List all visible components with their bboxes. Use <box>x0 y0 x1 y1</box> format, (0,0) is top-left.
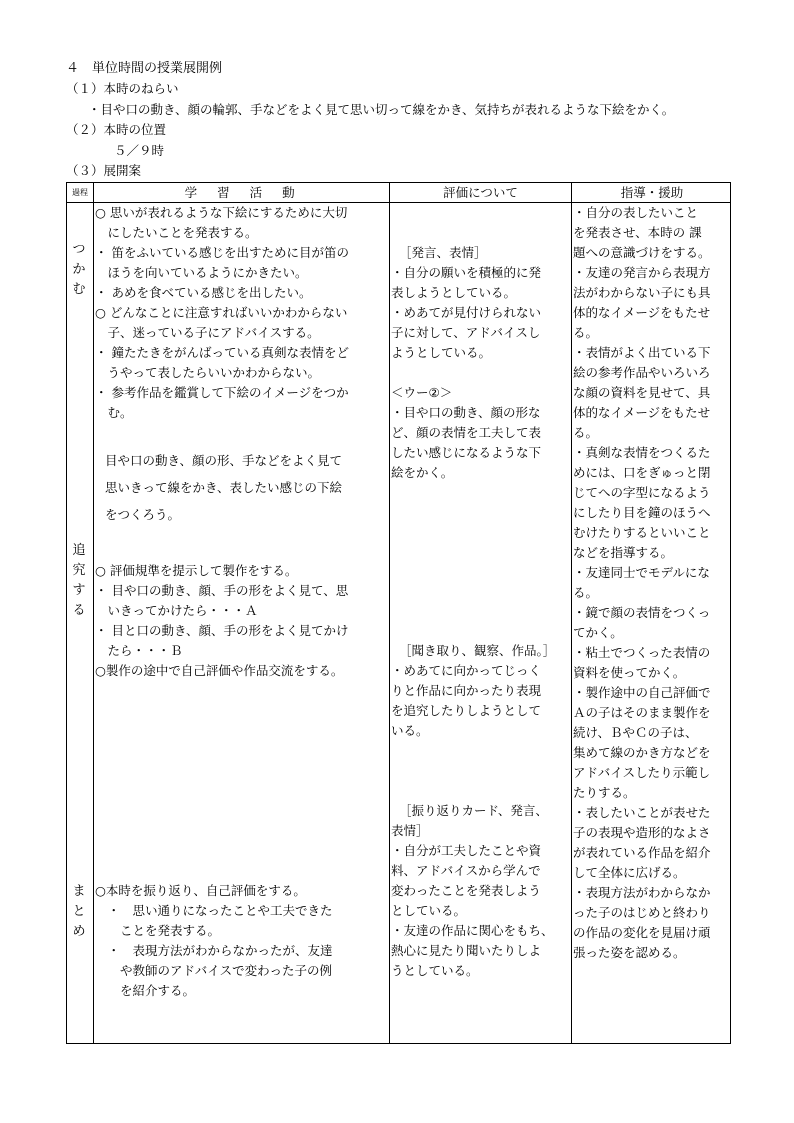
position-text: ５／９時 <box>114 143 165 158</box>
guidance-line: 体的なイメージをもたせ <box>573 405 711 420</box>
activity-line: ことを発表する。 <box>95 923 221 938</box>
guidance-line: にしたり目を鐘のほうへ <box>573 505 711 520</box>
stage-char: つ <box>72 242 86 257</box>
stage-char: む <box>72 282 86 297</box>
stage-char: ま <box>72 884 86 899</box>
guidance-line: 体的なイメージをもたせ <box>573 305 711 320</box>
stage-char: か <box>72 262 86 277</box>
guidance-line: ・表したいことが表せた <box>573 805 711 820</box>
guidance-line: ・表現方法がわからなか <box>573 885 711 900</box>
eval-line: りと作品に向かったり表現 <box>391 683 542 698</box>
eval-line: 熱心に見たり聞いたりしよ <box>391 943 542 958</box>
column-divider <box>93 183 94 1043</box>
activity-line: ○ 思いが表れるような下絵にするために大切 <box>95 205 348 220</box>
guidance-line: 題への意識づけをする。 <box>573 245 711 260</box>
stage-tsukamu <box>71 240 87 300</box>
eval-line: ・自分の願いを積極的に発 <box>391 265 542 280</box>
guidance-line: 資料を使ってかく。 <box>573 665 686 680</box>
activity-line: ・ 参考作品を鑑賞して下絵のイメージをつか <box>95 385 349 400</box>
header-activity: 学 習 活 動 <box>184 185 299 200</box>
activity-line: ・ 鐘たたきをがんばっている真剣な表情をど <box>95 345 349 360</box>
section-title: ４ 単位時間の授業展開例 <box>66 61 223 76</box>
guidance-line: な顔の資料を見せて、具 <box>573 385 711 400</box>
eval-line: ・目や口の動き、顔の形な <box>391 405 541 420</box>
activity-line: ・ 笛をふいている感じを出すために目が笛の <box>95 245 349 260</box>
goal-line: 思いきって線をかき、表したい感じの下絵 <box>105 480 343 495</box>
activity-line: ・ 思い通りになったことや工夫できた <box>95 903 333 918</box>
activity-line: ○ 評価規準を提示して製作をする。 <box>95 563 298 578</box>
header-stage: 過程 <box>72 188 88 197</box>
eval-line: 表しようとしている。 <box>391 285 517 300</box>
stage-tsuikyu <box>71 541 87 621</box>
lesson-goal <box>105 447 342 528</box>
guidance-line: ・友達同士でモデルにな <box>573 565 710 580</box>
activity-line: ○ どんなことに注意すればいいかわからない <box>95 305 348 320</box>
stage-char: る <box>72 603 86 618</box>
eval-line: としている。 <box>391 903 467 918</box>
guidance-line: ・鏡で顔の表情をつくっ <box>573 605 711 620</box>
header-guidance: 指導・援助 <box>620 185 684 200</box>
plan-heading: （３）展開案 <box>66 163 142 178</box>
activity-line: や教師のアドバイスで変わった子の例 <box>95 963 333 978</box>
activity-line: ・ 目と口の動き、顔、手の形をよく見てかけ <box>95 623 349 638</box>
guidance-line: などを指導する。 <box>573 545 674 560</box>
stage-char: め <box>72 924 86 939</box>
column-divider <box>571 183 572 1043</box>
stage-char: 究 <box>72 563 86 578</box>
guidance-line: てかく。 <box>573 625 623 640</box>
guidance-line: めには、口をぎゅっと閉 <box>573 465 711 480</box>
position-heading: （２）本時の位置 <box>66 122 167 137</box>
guidance-line: むけたりするといいこと <box>573 525 711 540</box>
stage-char: す <box>72 583 86 598</box>
guidance-line: 張った姿を認める。 <box>573 945 686 960</box>
activity-line: にしたいことを発表する。 <box>95 225 258 240</box>
guidance-line: ・製作途中の自己評価で <box>573 685 711 700</box>
eval-line: ど、顔の表情を工夫して表 <box>391 425 542 440</box>
guidance-line: の作品の変化を見届け頑 <box>573 925 711 940</box>
activity-line: たら・・・Ｂ <box>95 643 183 658</box>
guidance-line: して全体に広げる。 <box>573 865 686 880</box>
eval-line: ようとしている。 <box>391 345 492 360</box>
stage-char: 追 <box>72 543 86 558</box>
activity-line: ・ 表現方法がわからなかったが、友達 <box>95 943 333 958</box>
eval-line: ・めあてに向かってじっく <box>391 663 542 678</box>
eval-line: いる。 <box>391 723 429 738</box>
column-divider <box>389 183 390 1043</box>
guidance-line: Ａの子はそのまま製作を <box>573 705 711 720</box>
eval-line: ・自分が工夫したことや資 <box>391 843 542 858</box>
activity-line: いきってかけたら・・・Ａ <box>95 603 258 618</box>
activity-line: ・ あめを食べている感じを出したい。 <box>95 285 312 300</box>
guidance-line: たりする。 <box>573 785 636 800</box>
goal-line: をつくろう。 <box>105 507 181 522</box>
eval-line: うとしている。 <box>391 963 479 978</box>
eval-line: 絵をかく。 <box>391 465 454 480</box>
guidance-line: る。 <box>573 585 599 600</box>
guidance-line: る。 <box>573 325 599 340</box>
eval-line: ［振り返りカード、発言、 <box>399 803 548 818</box>
activity-line: うやって表したらいいかわからない。 <box>95 365 321 380</box>
guidance-line: 続け、ＢやＣの子は、 <box>573 725 698 740</box>
eval-line: したい感じになるような下 <box>391 445 542 460</box>
eval-line: 子に対して、アドバイスし <box>391 325 541 340</box>
guidance-line: ・自分の表したいこと <box>573 205 699 220</box>
activity-line: ○本時を振り返り、自己評価をする。 <box>95 883 306 898</box>
guidance-line: 法がわからない子にも具 <box>573 285 711 300</box>
guidance-line: る。 <box>573 425 599 440</box>
guidance-line: ・表情がよく出ている下 <box>573 345 711 360</box>
eval-line: ［発言、表情］ <box>399 245 487 260</box>
eval-line: を追究したりしようとして <box>391 703 542 718</box>
guidance-line: った子のはじめと終わり <box>573 905 711 920</box>
guidance-line: ・真剣な表情をつくるた <box>573 445 711 460</box>
eval-line: ・友達の作品に関心をもち、 <box>391 923 554 938</box>
eval-line: 変わったことを発表しよう <box>391 883 541 898</box>
eval-line: ・めあてが見付けられない <box>391 305 542 320</box>
guidance-line: を発表させ、本時の 課 <box>573 225 702 240</box>
guidance-line: ・友達の発言から表現方 <box>573 265 711 280</box>
stage-matome <box>71 882 87 942</box>
lesson-plan-table <box>66 182 731 1044</box>
aim-text: ・目や口の動き、顔の輪郭、手などをよく見て思い切って線をかき、気持ちが表れるような下絵をかく。 <box>88 102 675 117</box>
activity-line: ほうを向いているようにかきたい。 <box>95 265 308 280</box>
guidance-line: が表れている作品を紹介 <box>573 845 711 860</box>
activity-line: を紹介する。 <box>95 983 196 998</box>
stage-char: と <box>72 904 86 919</box>
activity-line: ○製作の途中で自己評価や作品交流をする。 <box>95 663 344 678</box>
guidance-line: 子の表現や造形的なよさ <box>573 825 711 840</box>
guidance-line: ・粘土でつくった表情の <box>573 645 711 660</box>
guidance-line: 絵の参考作品やいろいろ <box>573 365 711 380</box>
goal-line: 目や口の動き、顔の形、手などをよく見て <box>105 453 343 468</box>
guidance-line: アドバイスしたり示範し <box>573 765 711 780</box>
eval-line: 料、アドバイスから学んで <box>391 863 541 878</box>
eval-line: ［聞き取り、観察、作品。］ <box>399 643 556 658</box>
aim-heading: （１）本時のねらい <box>66 81 179 96</box>
guidance-line: じてへの字型になるよう <box>573 485 711 500</box>
activity-line: む。 <box>95 405 133 420</box>
activity-line: ・ 目や口の動き、顔、手の形をよく見て、思 <box>95 583 349 598</box>
activity-line: 子、迷っている子にアドバイスする。 <box>95 325 320 340</box>
guidance-line: 集めて線のかき方などを <box>573 745 711 760</box>
header-evaluation: 評価について <box>443 185 518 200</box>
eval-line: 表情］ <box>391 823 429 838</box>
eval-line: ＜ウー②＞ <box>391 385 453 400</box>
